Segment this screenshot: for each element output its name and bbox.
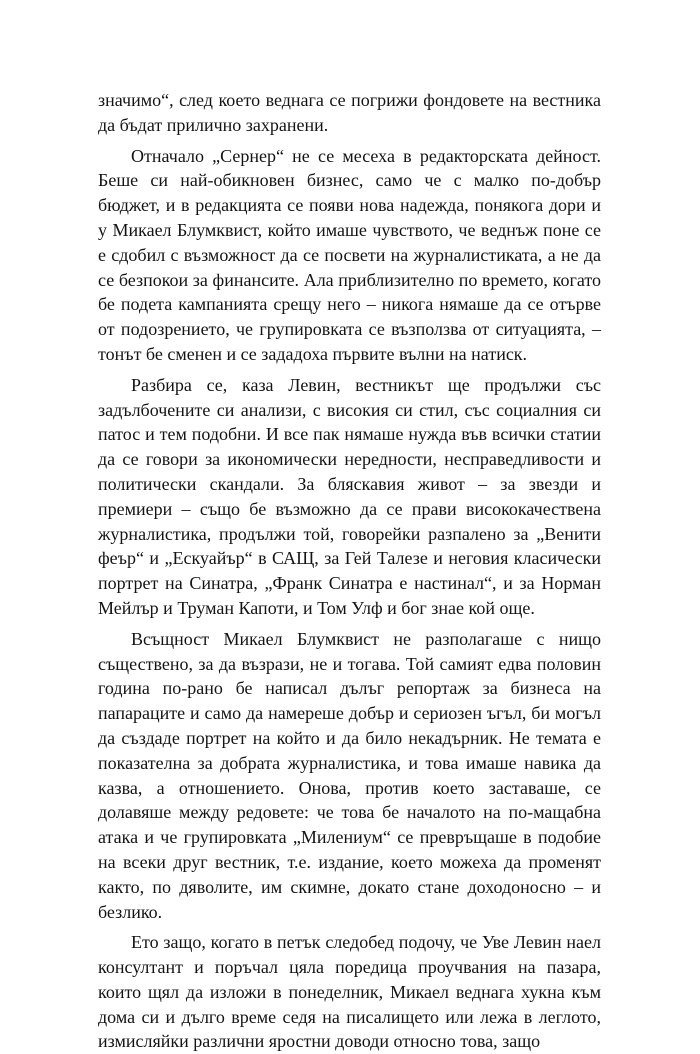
body-text	[98, 88, 601, 1054]
paragraph-continuation: значимо“, след което веднага се погрижи фондовете на вестника да бъдат прилично захранени.	[98, 90, 601, 135]
paragraph: Разбира се, каза Левин, вестникът ще продължи със задълбочените си анализи, с високия си стил, със социалния си патос и тем подобни. И все пак нямаше нужда във всички статии да се говори за икономически нередности, несправедливости и политически скандали. За бляскавия живот – за звезди и премиери – също бе възможно да се прави висококачествена журналистика, продължи той, говорейки разпалено за „Венити феър“ и „Ескуайър“ в САЩ, за Гей Талезе и неговия класически портрет на Синатра, „Франк Синатра е настинал“, и за Норман Мейлър и Труман Капоти, и Том Улф и бог знае кой още.	[98, 374, 601, 618]
paragraph: Всъщност Микаел Блумквист не разполагаше с нищо съществено, за да възрази, не и тогава. Той самият едва половин година по-рано бе написал дълъг репортаж за бизнеса на папараците и само да намереше добър и сериозен ъгъл, би могъл да създаде портрет на който и да било некадърник. Не темата е показателна за добрата журналистика, и това имаше навика да казва, а отношението. Онова, против което заставаше, се долавяше между редовете: че това бе началото на по-мащабна атака и че групировката „Милениум“ се превръщаше в подобие на всеки друг вестник, т.е. издание, което можеха да променят както, по дяволите, им скимне, докато стане доходоносно – и безлико.	[98, 628, 601, 922]
paragraph: Ето защо, когато в петък следобед подочу, че Уве Левин наел консултант и поръчал цяла поредица проучвания на пазара, които щял да изложи в понеделник, Микаел веднага хукна към дома си и дълго време седя на писалището или лежа в леглото, измисляйки различни яростни доводи относно това, защо	[98, 932, 601, 1052]
paragraph: Отначало „Сернер“ не се месеха в редакторската дейност. Беше си най-обикновен бизнес, само че с малко по-добър бюджет, и в редакцията се появи нова надежда, понякога дори и у Микаел Блумквист, който имаше чувството, че веднъж поне се е сдобил с възможност да се посвети на журналистиката, а не да се безпокои за финансите. Ала приблизително по времето, когато бе подета кампанията срещу него – никога нямаше да се отърве от подозрението, че групировката се възползва от ситуацията, – тонът бе сменен и се зададоха първите вълни на натиск.	[98, 145, 601, 364]
